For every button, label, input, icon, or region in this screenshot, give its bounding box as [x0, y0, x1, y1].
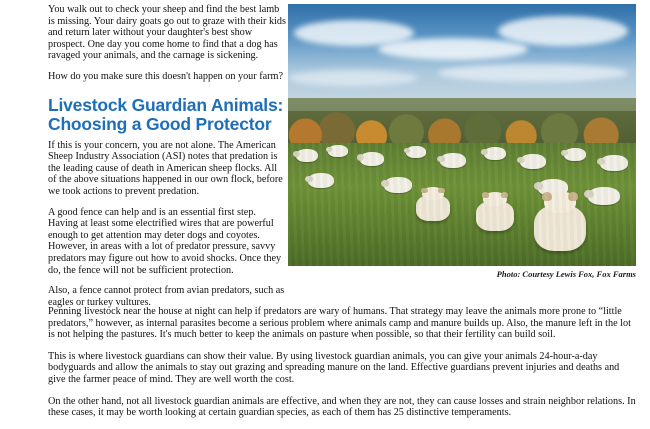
green-pasture [288, 143, 636, 266]
headline-line-1: Livestock Guardian Animals: [48, 94, 284, 115]
guardian-dog-icon [534, 205, 586, 251]
photo-caption: Photo: Courtesy Lewis Fox, Fox Farms [496, 269, 636, 279]
cloud-icon [378, 38, 528, 60]
body-paragraph-3: Also, a fence cannot protect from avian predators, such as eagles or turkey vultures. [48, 285, 285, 308]
headline-line-2: Choosing a Good Protector [48, 113, 272, 134]
guardian-dog-icon [416, 195, 450, 221]
body-paragraph-4: Penning livestock near the house at night can help if predators are wary of humans. That strategy may leave the animals more prone to “little predators,” however, as internal parasites become a serious problem where animals camp and manure builds up. Also, the manure left in the lot is not helping the pastures. It's much better to keep the animals on pasture when possible, so that their fertility can build soil. [48, 306, 631, 341]
page-title [48, 96, 286, 134]
sheep-icon [600, 155, 628, 171]
body-paragraph-6: On the other hand, not all livestock guardian animals are effective, and when they are not, they can cause losses and strain neighbor relations. In these cases, it may be worth looking at certain guardian species, as each of them has 25 distinctive temperaments. [48, 395, 636, 419]
sheep-icon [328, 145, 348, 157]
intro-paragraph-1: You walk out to check your sheep and find the best lamb is missing. Your dairy goats go out to graze with their kids and return later without your daughter's best show prospect. One day you come home to find that a dog has ravaged your animals, and the carnage is sickening. [48, 4, 286, 62]
sheep-icon [588, 187, 620, 205]
intro-paragraph-2: How do you make sure this doesn't happen on your farm? [48, 70, 283, 82]
sheep-icon [538, 179, 568, 196]
sheep-icon [484, 147, 506, 160]
full-width-section [48, 306, 636, 429]
sheep-icon [440, 153, 466, 168]
sheep-icon [406, 146, 426, 158]
cloud-icon [288, 70, 418, 86]
photo-block [288, 4, 636, 279]
body-paragraph-1: If this is your concern, you are not alone. The American Sheep Industry Association (ASI) notes that predation is the leading cause of death in American sheep flocks. All of the above situations happened in our own flock, before we took actions to prevent predation. [48, 139, 283, 197]
pasture-photo [288, 4, 636, 266]
sheep-icon [384, 177, 412, 193]
body-paragraph-5: This is where livestock guardians can show their value. By using livestock guardian animals, you can give your animals 24-hour-a-day bodyguards and allow the animals to stay out grazing and spreading manure on the land. Effective guardians prevent injuries and deaths and give the farmer peace of mind. They are well worth the cost. [48, 350, 620, 385]
sheep-icon [308, 173, 334, 188]
sheep-icon [360, 152, 384, 166]
cloud-icon [438, 64, 628, 82]
guardian-dog-icon [476, 201, 514, 231]
sheep-icon [564, 148, 586, 161]
sheep-icon [520, 154, 546, 169]
body-paragraph-2: A good fence can help and is an essential first step. Having at least some electrified wires that are powerful enough to get attention may deter dogs and coyotes. However, in areas with a lot of predator pressure, savvy predators may figure out how to avoid shocks. Once they do, the fence will not be sufficient protection. [48, 206, 282, 276]
left-column [48, 4, 286, 317]
cloud-icon [498, 16, 628, 46]
sheep-icon [296, 149, 318, 162]
